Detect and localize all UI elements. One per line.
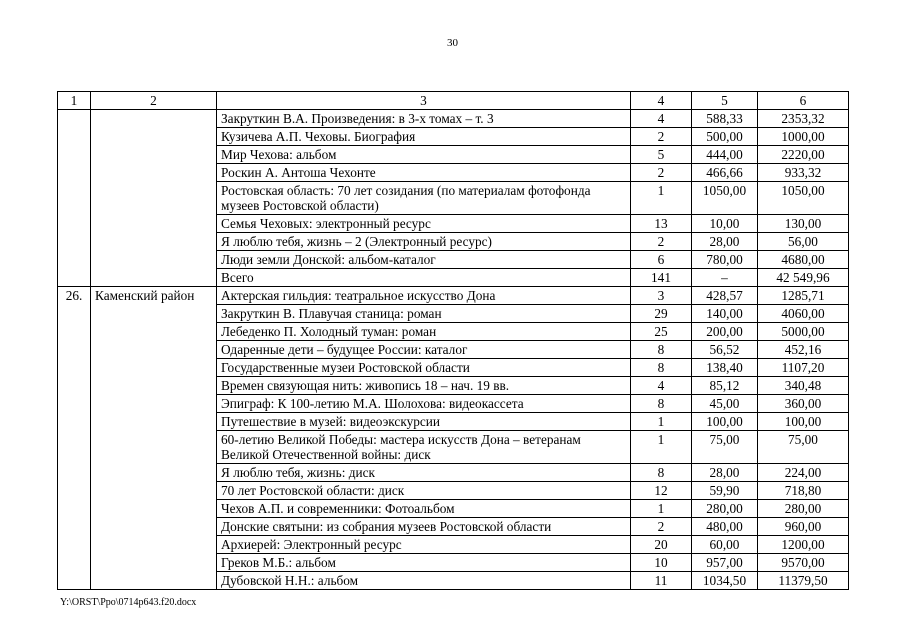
item-total: 100,00	[758, 413, 849, 431]
item-title: Дубовской Н.Н.: альбом	[217, 572, 631, 590]
item-price: 280,00	[692, 500, 758, 518]
column-header: 1	[58, 92, 91, 110]
header-row	[58, 92, 849, 110]
item-price: 780,00	[692, 251, 758, 269]
item-title: Актерская гильдия: театральное искусство Дона	[217, 287, 631, 305]
item-title: Государственные музеи Ростовской области	[217, 359, 631, 377]
item-price: 428,57	[692, 287, 758, 305]
item-quantity: 29	[631, 305, 692, 323]
item-quantity: 25	[631, 323, 692, 341]
item-total: 452,16	[758, 341, 849, 359]
item-title: Закруткин В.А. Произведения: в 3-х томах – т. 3	[217, 110, 631, 128]
item-quantity: 141	[631, 269, 692, 287]
item-price: 500,00	[692, 128, 758, 146]
item-title: Семья Чеховых: электронный ресурс	[217, 215, 631, 233]
item-price: 75,00	[692, 431, 758, 464]
item-price: 138,40	[692, 359, 758, 377]
column-header: 6	[758, 92, 849, 110]
item-title: Мир Чехова: альбом	[217, 146, 631, 164]
column-header: 4	[631, 92, 692, 110]
file-path-footer: Y:\ORST\Ppo\0714p643.f20.docx	[60, 597, 197, 608]
item-total: 960,00	[758, 518, 849, 536]
item-quantity: 13	[631, 215, 692, 233]
item-title: Роскин А. Антоша Чехонте	[217, 164, 631, 182]
column-header: 2	[91, 92, 217, 110]
item-quantity: 5	[631, 146, 692, 164]
item-total: 280,00	[758, 500, 849, 518]
data-table	[57, 91, 849, 590]
item-price: 466,66	[692, 164, 758, 182]
table-row	[58, 287, 849, 305]
item-total: 42 549,96	[758, 269, 849, 287]
item-quantity: 2	[631, 164, 692, 182]
item-total: 360,00	[758, 395, 849, 413]
item-quantity: 1	[631, 500, 692, 518]
item-quantity: 6	[631, 251, 692, 269]
item-total: 718,80	[758, 482, 849, 500]
item-title: 70 лет Ростовской области: диск	[217, 482, 631, 500]
item-title: Кузичева А.П. Чеховы. Биография	[217, 128, 631, 146]
item-total: 1285,71	[758, 287, 849, 305]
region-name: Каменский район	[91, 287, 217, 590]
item-price: 1034,50	[692, 572, 758, 590]
page-number: 30	[447, 37, 458, 49]
row-number: 26.	[58, 287, 91, 590]
item-title: Ростовская область: 70 лет созидания (по материалам фотофонда музеев Ростовской области)	[217, 182, 631, 215]
item-title: Закруткин В. Плавучая станица: роман	[217, 305, 631, 323]
item-quantity: 1	[631, 182, 692, 215]
item-price: 957,00	[692, 554, 758, 572]
row-number	[58, 110, 91, 287]
item-total: 1200,00	[758, 536, 849, 554]
item-quantity: 1	[631, 413, 692, 431]
item-total: 2220,00	[758, 146, 849, 164]
item-price: 444,00	[692, 146, 758, 164]
item-total: 1107,20	[758, 359, 849, 377]
item-quantity: 8	[631, 464, 692, 482]
item-price: 45,00	[692, 395, 758, 413]
table-row	[58, 110, 849, 128]
item-quantity: 3	[631, 287, 692, 305]
item-quantity: 2	[631, 518, 692, 536]
item-total: 130,00	[758, 215, 849, 233]
item-total: 1050,00	[758, 182, 849, 215]
item-title: Я люблю тебя, жизнь: диск	[217, 464, 631, 482]
item-price: –	[692, 269, 758, 287]
region-name	[91, 110, 217, 287]
item-title: Люди земли Донской: альбом-каталог	[217, 251, 631, 269]
item-title: Я люблю тебя, жизнь – 2 (Электронный ресурс)	[217, 233, 631, 251]
item-title: Греков М.Б.: альбом	[217, 554, 631, 572]
item-quantity: 2	[631, 128, 692, 146]
item-total: 4060,00	[758, 305, 849, 323]
item-title: Путешествие в музей: видеоэкскурсии	[217, 413, 631, 431]
item-price: 56,52	[692, 341, 758, 359]
item-title: Чехов А.П. и современники: Фотоальбом	[217, 500, 631, 518]
item-price: 140,00	[692, 305, 758, 323]
item-quantity: 8	[631, 395, 692, 413]
item-price: 1050,00	[692, 182, 758, 215]
item-total: 340,48	[758, 377, 849, 395]
item-total: 56,00	[758, 233, 849, 251]
item-total: 933,32	[758, 164, 849, 182]
item-price: 60,00	[692, 536, 758, 554]
item-price: 28,00	[692, 233, 758, 251]
item-quantity: 4	[631, 377, 692, 395]
item-total: 4680,00	[758, 251, 849, 269]
item-title: 60-летию Великой Победы: мастера искусств Дона – ветеранам Великой Отечественной войны: диск	[217, 431, 631, 464]
item-title: Времен связующая нить: живопись 18 – нач. 19 вв.	[217, 377, 631, 395]
item-quantity: 12	[631, 482, 692, 500]
item-price: 100,00	[692, 413, 758, 431]
item-total: 224,00	[758, 464, 849, 482]
item-total: 1000,00	[758, 128, 849, 146]
item-price: 200,00	[692, 323, 758, 341]
item-quantity: 11	[631, 572, 692, 590]
item-quantity: 8	[631, 359, 692, 377]
item-total: 2353,32	[758, 110, 849, 128]
item-total: 11379,50	[758, 572, 849, 590]
item-total: 75,00	[758, 431, 849, 464]
item-title: Эпиграф: К 100-летию М.А. Шолохова: видеокассета	[217, 395, 631, 413]
column-header: 5	[692, 92, 758, 110]
item-quantity: 1	[631, 431, 692, 464]
item-price: 588,33	[692, 110, 758, 128]
item-quantity: 10	[631, 554, 692, 572]
item-title: Донские святыни: из собрания музеев Ростовской области	[217, 518, 631, 536]
item-price: 59,90	[692, 482, 758, 500]
item-title: Всего	[217, 269, 631, 287]
item-quantity: 20	[631, 536, 692, 554]
item-quantity: 4	[631, 110, 692, 128]
item-title: Архиерей: Электронный ресурс	[217, 536, 631, 554]
item-price: 480,00	[692, 518, 758, 536]
item-title: Одаренные дети – будущее России: каталог	[217, 341, 631, 359]
item-total: 5000,00	[758, 323, 849, 341]
column-header: 3	[217, 92, 631, 110]
item-title: Лебеденко П. Холодный туман: роман	[217, 323, 631, 341]
item-quantity: 2	[631, 233, 692, 251]
item-quantity: 8	[631, 341, 692, 359]
item-price: 85,12	[692, 377, 758, 395]
item-total: 9570,00	[758, 554, 849, 572]
item-price: 10,00	[692, 215, 758, 233]
item-price: 28,00	[692, 464, 758, 482]
